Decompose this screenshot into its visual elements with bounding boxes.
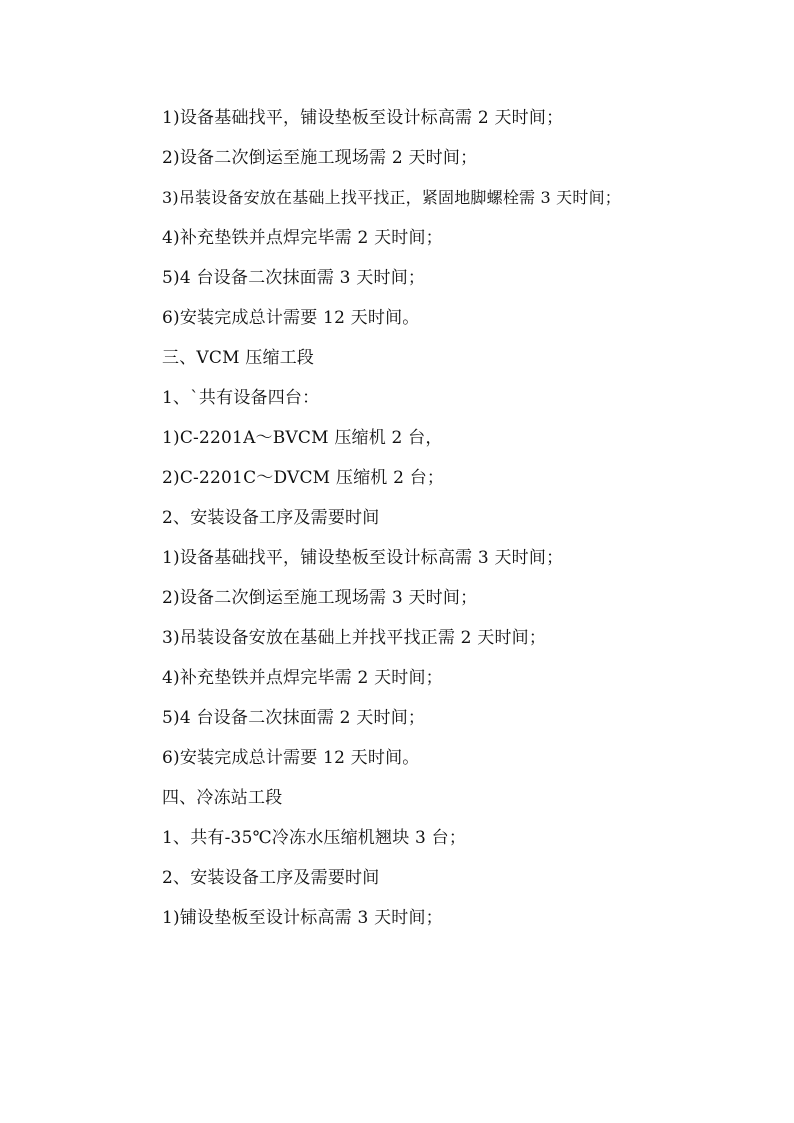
document-body bbox=[120, 98, 675, 938]
paragraph-line: 1)设备基础找平，铺设垫板至设计标高需 2 天时间； bbox=[162, 108, 564, 128]
paragraph-line: 2)C-2201C～DVCM 压缩机 2 台； bbox=[162, 468, 445, 488]
paragraph-line: 2)设备二次倒运至施工现场需 2 天时间； bbox=[162, 148, 478, 168]
section-heading: 三、VCM 压缩工段 bbox=[162, 348, 315, 368]
paragraph-line: 4)补充垫铁并点焊完毕需 2 天时间； bbox=[162, 668, 443, 688]
paragraph-line: 5)4 台设备二次抹面需 2 天时间； bbox=[162, 708, 426, 728]
paragraph-line: 1)C-2201A～BVCM 压缩机 2 台， bbox=[162, 428, 443, 448]
paragraph-line: 4)补充垫铁并点焊完毕需 2 天时间； bbox=[162, 228, 443, 248]
subheading: 2、安装设备工序及需要时间 bbox=[162, 868, 380, 888]
paragraph-line: 5)4 台设备二次抹面需 3 天时间； bbox=[162, 268, 426, 288]
paragraph-line: 2)设备二次倒运至施工现场需 3 天时间； bbox=[162, 588, 478, 608]
paragraph-line: 1)铺设垫板至设计标高需 3 天时间； bbox=[162, 908, 443, 928]
subheading: 1、`共有设备四台： bbox=[162, 388, 320, 408]
subheading: 1、共有-35℃冷冻水压缩机翘块 3 台； bbox=[162, 828, 467, 848]
paragraph-line: 6)安装完成总计需要 12 天时间。 bbox=[162, 308, 420, 328]
subheading: 2、安装设备工序及需要时间 bbox=[162, 508, 380, 528]
paragraph-line: 1)设备基础找平，铺设垫板至设计标高需 3 天时间； bbox=[162, 548, 564, 568]
section-heading: 四、冷冻站工段 bbox=[162, 788, 283, 808]
paragraph-wrapped: 3)吊装设备安放在基础上找平找正，紧固地脚螺栓需 3 天时间； bbox=[162, 188, 621, 207]
paragraph-line: 6)安装完成总计需要 12 天时间。 bbox=[162, 748, 420, 768]
paragraph-line: 3)吊装设备安放在基础上并找平找正需 2 天时间； bbox=[162, 628, 547, 648]
